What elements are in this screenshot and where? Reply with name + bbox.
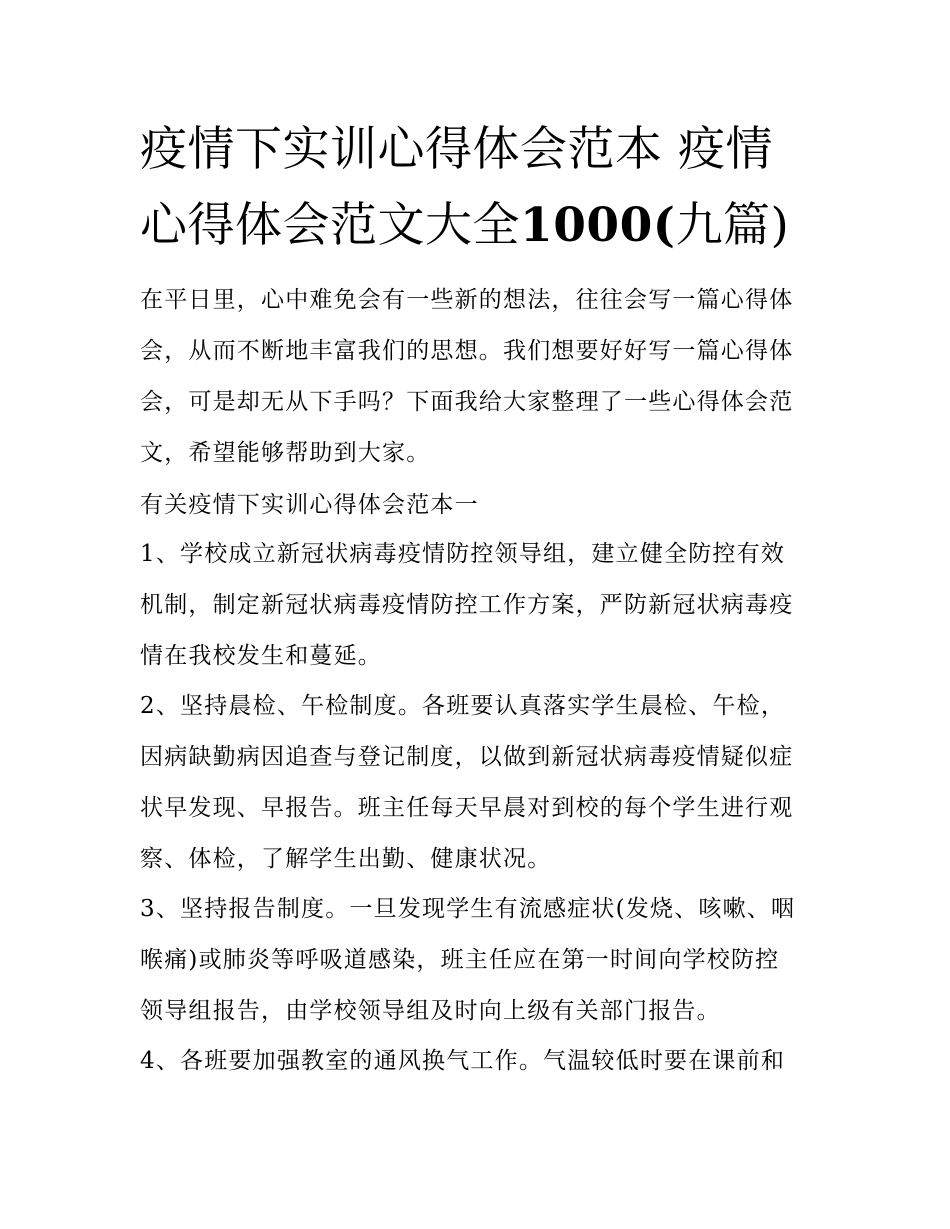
body-line: 文，希望能够帮助到大家。: [140, 440, 431, 466]
body-line: 察、体检，了解学生出勤、健康状况。: [140, 846, 552, 872]
body-line: 喉痛)或肺炎等呼吸道感染，班主任应在第一时间向学校防控: [140, 947, 780, 973]
section-heading: 有关疫情下实训心得体会范本一: [140, 492, 479, 518]
body-line: 情在我校发生和蔓延。: [140, 643, 382, 669]
body-line: 领导组报告，由学校领导组及时向上级有关部门报告。: [140, 998, 721, 1024]
body-line: 1、学校成立新冠状病毒疫情防控领导组，建立健全防控有效: [140, 541, 786, 567]
title-number-part: 1000(: [520, 198, 676, 253]
body-line: 状早发现、早报告。班主任每天早晨对到校的每个学生进行观: [140, 795, 794, 821]
title-text-part: 心得体会范文大全: [140, 198, 520, 253]
body-line: 2、坚持晨检、午检制度。各班要认真落实学生晨检、午检，: [140, 693, 786, 719]
title-suffix-part: 九篇): [675, 198, 790, 253]
body-line: 3、坚持报告制度。一旦发现学生有流感症状(发烧、咳嗽、咽: [140, 896, 796, 922]
body-line: 会，从而不断地丰富我们的思想。我们想要好好写一篇心得体: [140, 338, 794, 364]
document-title-line-2: [140, 198, 820, 253]
body-line: 机制，制定新冠状病毒疫情防控工作方案，严防新冠状病毒疫: [140, 592, 794, 618]
body-line: 因病缺勤病因追查与登记制度，以做到新冠状病毒疫情疑似症: [140, 744, 794, 770]
document-title-line-1: 疫情下实训心得体会范本 疫情: [140, 122, 773, 177]
body-line: 4、各班要加强教室的通风换气工作。气温较低时要在课前和: [140, 1048, 786, 1074]
body-line: 在平日里，心中难免会有一些新的想法，往往会写一篇心得体: [140, 287, 794, 313]
body-line: 会，可是却无从下手吗？下面我给大家整理了一些心得体会范: [140, 389, 794, 415]
